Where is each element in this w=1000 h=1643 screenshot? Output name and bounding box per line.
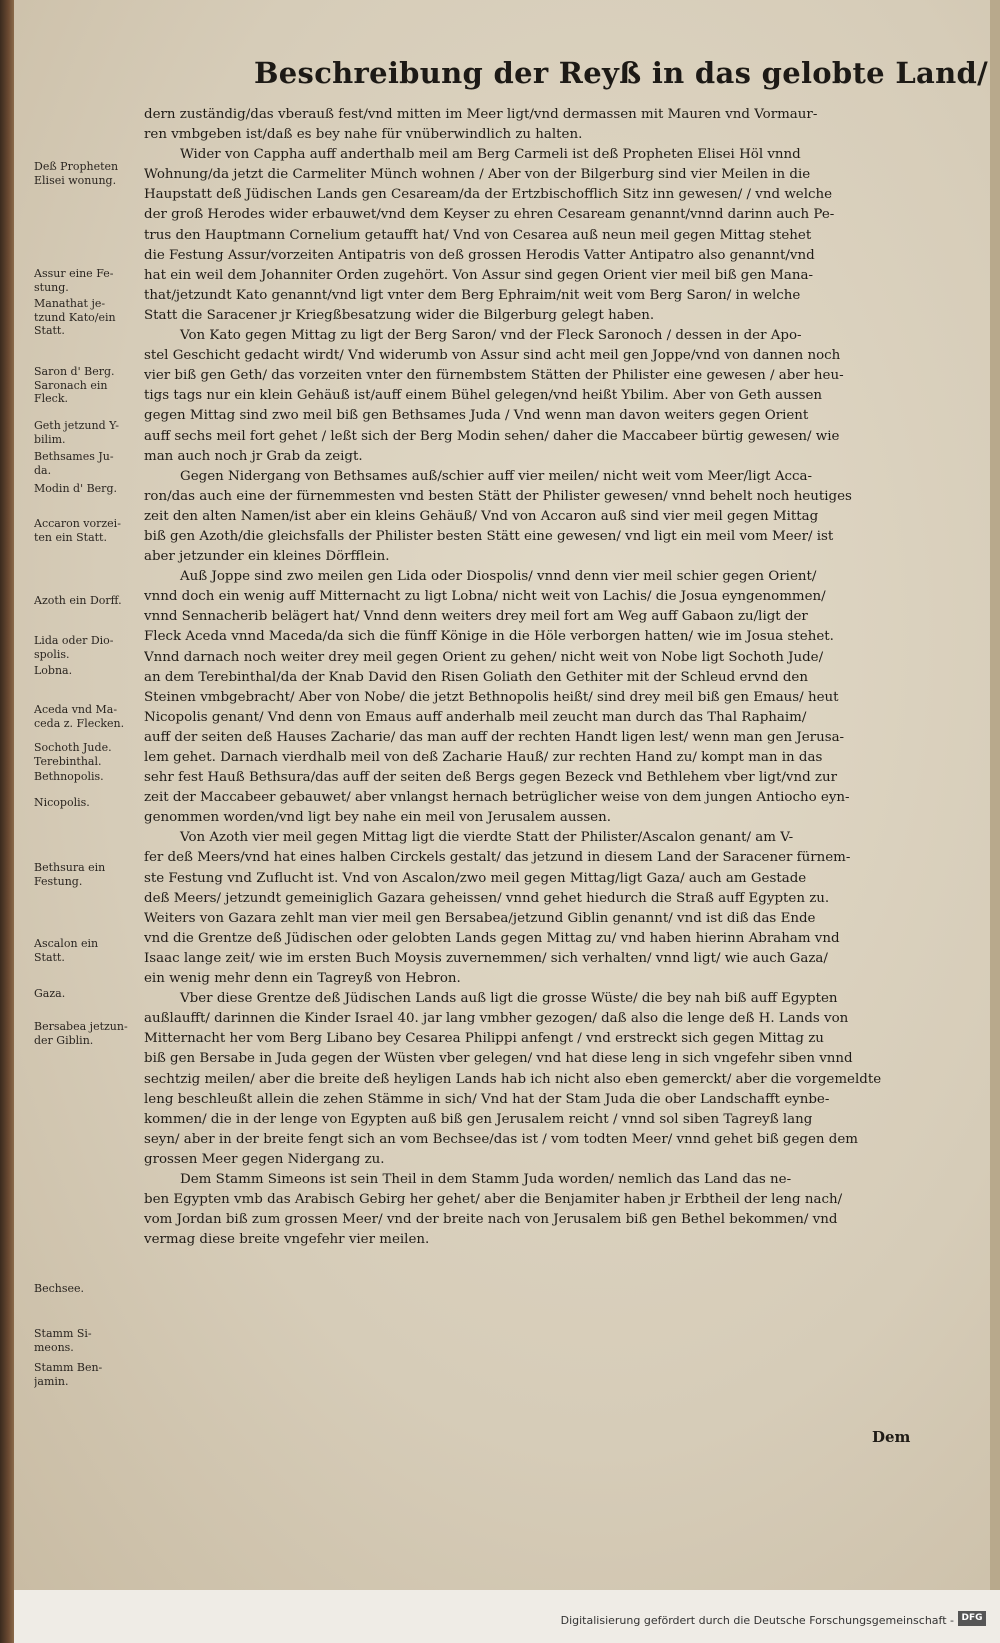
margin-note-line: Bethsames Ju- (34, 450, 114, 463)
paragraph (144, 828, 944, 989)
text-line: vnnd doch ein wenig auff Mitternacht zu ligt Lobna/ nicht weit von Lachis/ die Josua eyngenommen/ (144, 589, 826, 605)
text-line: aber jetzunder ein kleines Dörfflein. (144, 549, 390, 565)
paragraph (144, 467, 944, 567)
margin-note-line: Lobna. (34, 664, 73, 677)
text-line: genommen worden/vnd ligt bey nahe ein meil von Jerusalem aussen. (144, 810, 611, 826)
text-line: ein wenig mehr denn ein Tagreyß von Hebron. (144, 971, 461, 987)
margin-note (34, 1020, 139, 1047)
text-line: sechtzig meilen/ aber die breite deß heyligen Lands hab ich nicht also eben gemerckt/ aber die vorgemeldte (144, 1071, 882, 1087)
text-line: deß Meers/ jetzundt gemeiniglich Gazara geheissen/ vnnd gehet hiedurch die Straß auff Egypten zu. (144, 890, 830, 906)
margin-note (34, 297, 139, 338)
text-line: Mitternacht her vom Berg Libano bey Cesarea Philippi anfengt / vnd erstreckt sich gegen Mittag zu (144, 1031, 824, 1047)
margin-note-line: ten ein Statt. (34, 530, 107, 544)
text-line: lem gehet. Darnach vierdhalb meil von deß Zacharie Hauß/ zur rechten Hand zu/ kompt man in das (144, 750, 823, 765)
margin-note-line: Stamm Ben- (34, 1361, 103, 1374)
margin-note-line: Deß Propheten (34, 160, 119, 173)
margin-note-line: Modin d' Berg. (34, 482, 117, 495)
dfg-logo: DFG (958, 1611, 986, 1626)
margin-note-line: Azoth ein Dorff. (34, 594, 122, 607)
text-line: vom Jordan biß zum grossen Meer/ vnd der breite nach von Jerusalem biß gen Bethel bekommen/ vnd (144, 1212, 838, 1228)
margin-note (34, 861, 139, 888)
margin-note-line: Sochoth Jude. (34, 741, 112, 754)
margin-note (34, 703, 139, 730)
paragraph (144, 567, 944, 828)
margin-note (34, 419, 139, 446)
text-line: grossen Meer gegen Nidergang zu. (144, 1151, 385, 1167)
text-line: Dem Stamm Simeons ist sein Theil in dem Stamm Juda worden/ nemlich das Land das ne- (180, 1171, 792, 1187)
text-line: auff der seiten deß Hauses Zacharie/ das man auff der rechten Handt ligen lest/ wenn man gen Jerusa- (144, 729, 845, 745)
margin-note-line: Statt. (34, 324, 65, 337)
text-line: Nicopolis genant/ Vnd denn von Emaus auff anderhalb meil zeucht man durch das Thal Raphaim/ (144, 709, 807, 725)
text-line: ron/das auch eine der fürnemmesten vnd besten Stätt der Philister gewesen/ vnnd behelt noch heutiges (144, 488, 852, 504)
text-line: Von Azoth vier meil gegen Mittag ligt die vierdte Statt der Philister/Ascalon genant/ am V- (180, 830, 794, 846)
text-line: tigs tags nur ein klein Gehäuß ist/auff einem Bühel gelegen/vnd heißt Ybilim. Aber von Geth aussen (144, 388, 822, 404)
text-line: biß gen Bersabe in Juda gegen der Wüsten vber gelegen/ vnd hat diese leng in sich vngefehr siben vnnd (144, 1051, 853, 1067)
margin-note-line: stung. (34, 280, 69, 294)
text-line: vier biß gen Geth/ das vorzeiten vnter den fürnembstem Stätten der Philister eine gewesen / aber heu- (144, 368, 844, 384)
margin-note (34, 770, 139, 784)
margin-note-line: Lida oder Dio- (34, 634, 114, 647)
text-line: vnd die Grentze deß Jüdischen oder gelobten Lands gegen Mittag zu/ vnd haben hierinn Abraham vnd (144, 930, 840, 946)
margin-note (34, 796, 139, 810)
margin-note-line: Statt. (34, 950, 65, 964)
paragraph (144, 989, 944, 1170)
margin-note-line: Gaza. (34, 987, 66, 1000)
text-line: ren vmbgeben ist/daß es bey nahe für vnüberwindlich zu halten. (144, 127, 583, 143)
margin-note (34, 1327, 139, 1354)
margin-note (34, 160, 139, 187)
page-edge (990, 0, 1000, 1590)
text-line: Weiters von Gazara zehlt man vier meil gen Bersabea/jetzund Giblin genannt/ vnd ist diß das Ende (144, 910, 816, 926)
margin-note-line: Bechsee. (34, 1282, 84, 1295)
text-line: man auch noch jr Grab da zeigt. (144, 448, 363, 464)
text-line: sehr fest Hauß Bethsura/das auff der seiten deß Bergs gegen Bezeck vnd Bethlehem vber ligt/vnd zur (144, 770, 837, 786)
margin-note (34, 450, 139, 477)
paragraph (144, 145, 944, 326)
margin-note-line: Saron d' Berg. (34, 365, 115, 378)
text-line: kommen/ die in der lenge von Egypten auß biß gen Jerusalem reicht / vnnd sol siben Tagreyß lang (144, 1111, 813, 1127)
text-line: gegen Mittag sind zwo meil biß gen Bethsames Juda / Vnd wenn man davon weiters gegen Orient (144, 408, 809, 424)
paragraph (144, 326, 944, 467)
main-text (144, 105, 944, 1250)
text-line: Isaac lange zeit/ wie im ersten Buch Moysis zuvernemmen/ sich verhalten/ vnnd ligt/ wie auch Gaza/ (144, 950, 828, 966)
margin-note-line: der Giblin. (34, 1033, 94, 1047)
text-line: zeit der Maccabeer gebauwet/ aber vnlangst hernach betrüglicher weise von dem jungen Antiocho eyn- (144, 790, 850, 806)
text-line: Gegen Nidergang von Bethsames auß/schier auff vier meilen/ nicht weit vom Meer/ligt Acca- (180, 468, 813, 484)
margin-note-line: jamin. (34, 1374, 69, 1388)
text-line: Von Kato gegen Mittag zu ligt der Berg Saron/ vnd der Fleck Saronoch / dessen in der Apo- (180, 328, 802, 344)
margin-note-line: Manathat je- (34, 297, 106, 310)
text-line: vermag diese breite vngefehr vier meilen. (144, 1232, 430, 1248)
margin-note-line: da. (34, 463, 52, 477)
paragraph (144, 1170, 944, 1250)
paragraph (144, 105, 944, 145)
text-line: Auß Joppe sind zwo meilen gen Lida oder Diospolis/ vnnd denn vier meil schier gegen Orient/ (180, 569, 817, 585)
text-line: Steinen vmbgebracht/ Aber von Nobe/ die jetzt Bethnopolis heißt/ sind drey meil biß gen Emaus/ heut (144, 689, 839, 705)
margin-note-line: Geth jetzund Y- (34, 419, 119, 432)
margin-note-line: Ascalon ein (34, 937, 99, 950)
margin-note-line: tzund Kato/ein (34, 310, 116, 324)
text-line: Statt die Saracener jr Kriegßbesatzung wider die Bilgerburg gelegt haben. (144, 307, 655, 323)
margin-note-line: ceda z. Flecken. (34, 716, 125, 730)
page-title: Beschreibung der Reyß in das gelobte Land/ (254, 56, 988, 90)
text-line: leng beschleußt allein die zehen Stämme in sich/ Vnd hat der Stam Juda die ober Landschafft eynbe- (144, 1091, 830, 1107)
text-line: ste Festung vnd Zuflucht ist. Vnd von Ascalon/zwo meil gegen Mittag/ligt Gaza/ auch am Gestade (144, 870, 807, 886)
margin-note (34, 594, 139, 608)
text-line: Wohnung/da jetzt die Carmeliter Münch wohnen / Aber von der Bilgerburg sind vier Meilen in die (144, 167, 811, 183)
margin-note (34, 755, 139, 769)
margin-note-line: Aceda vnd Ma- (34, 703, 118, 716)
margin-note-line: Bethnopolis. (34, 770, 104, 783)
text-line: an dem Terebinthal/da der Knab David den Risen Goliath den Gethiter mit der Schleud ervnd den (144, 669, 808, 685)
margin-note (34, 365, 139, 406)
margin-note-line: Accaron vorzei- (34, 517, 121, 530)
text-line: außlaufft/ darinnen die Kinder Israel 40. jar lang vmbher gezogen/ daß also die lenge deß H. Lands von (144, 1011, 849, 1027)
text-line: Wider von Cappha auff anderthalb meil am Berg Carmeli ist deß Propheten Elisei Höl vnnd (180, 147, 801, 163)
margin-note (34, 937, 139, 964)
margin-note-line: Elisei wonung. (34, 173, 117, 187)
text-line: der groß Herodes wider erbauwet/vnd dem Keyser zu ehren Cesaream genannt/vnnd darinn auch Pe- (144, 207, 835, 223)
margin-note-line: Saronach ein (34, 378, 108, 392)
text-line: Haupstatt deß Jüdischen Lands gen Cesaream/da der Ertzbischofflich Sitz inn gewesen/ / vnd welche (144, 187, 833, 203)
margin-note-line: Fleck. (34, 392, 68, 405)
text-line: Vber diese Grentze deß Jüdischen Lands auß ligt die grosse Wüste/ die bey nah biß auff Egypten (180, 991, 838, 1007)
book-spine (0, 0, 14, 1643)
margin-note (34, 634, 139, 661)
margin-note (34, 1361, 139, 1388)
margin-note (34, 517, 139, 544)
text-line: stel Geschicht gedacht wirdt/ Vnd widerumb von Assur sind acht meil gen Joppe/vnd von dannen noch (144, 348, 841, 364)
margin-note (34, 482, 139, 496)
margin-note-line: Assur eine Fe- (34, 267, 114, 280)
margin-note-line: Bersabea jetzun- (34, 1020, 128, 1033)
margin-note (34, 1282, 139, 1296)
footer-credit: Digitalisierung gefördert durch die Deutsche Forschungsgemeinschaft - (560, 1614, 954, 1627)
margin-note-line: Terebinthal. (34, 755, 102, 768)
margin-note-line: Nicopolis. (34, 796, 90, 809)
text-line: biß gen Azoth/die gleichsfalls der Philister besten Stätt eine gewesen/ vnd ligt ein meil vom Meer/ ist (144, 528, 834, 544)
text-line: fer deß Meers/vnd hat eines halben Circkels gestalt/ das jetzund in diesem Land der Saracener fürnem- (144, 850, 851, 866)
margin-note-line: Stamm Si- (34, 1327, 92, 1340)
text-line: ben Egypten vmb das Arabisch Gebirg her gehet/ aber die Benjamiter haben jr Erbtheil der leng nach/ (144, 1192, 843, 1208)
text-line: Vnnd darnach noch weiter drey meil gegen Orient zu gehen/ nicht weit von Nobe ligt Sochoth Jude/ (144, 649, 824, 665)
text-line: dern zuständig/das vberauß fest/vnd mitten im Meer ligt/vnd dermassen mit Mauren vnd Vormaur- (144, 107, 818, 122)
margin-note-line: Festung. (34, 874, 83, 888)
margin-note (34, 267, 139, 294)
margin-note (34, 741, 139, 755)
margin-note-line: meons. (34, 1340, 74, 1354)
text-line: Fleck Aceda vnnd Maceda/da sich die fünff Könige in die Höle verborgen hatten/ wie im Josua stehet. (144, 629, 834, 645)
text-line: die Festung Assur/vorzeiten Antipatris von deß grossen Herodis Vatter Antipatro also genannt/vnd (144, 247, 815, 263)
text-line: hat ein weil dem Johanniter Orden zugehört. Von Assur sind gegen Orient vier meil biß gen Mana- (144, 267, 813, 283)
text-line: that/jetzundt Kato genannt/vnd ligt vnter dem Berg Ephraim/nit weit vom Berg Saron/ in welche (144, 287, 801, 303)
margin-note (34, 664, 139, 678)
margin-note-line: spolis. (34, 647, 70, 661)
text-line: zeit den alten Namen/ist aber ein kleins Gehäuß/ Vnd von Accaron auß sind vier meil gegen Mittag (144, 508, 819, 524)
text-line: auff sechs meil fort gehet / leßt sich der Berg Modin sehen/ daher die Maccabeer bürtig gewesen/ wie (144, 428, 840, 444)
text-line: seyn/ aber in der breite fengt sich an vom Bechsee/das ist / vom todten Meer/ vnnd gehet biß gegen dem (144, 1131, 858, 1147)
margin-note-line: bilim. (34, 432, 66, 446)
text-line: trus den Hauptmann Cornelium getaufft hat/ Vnd von Cesarea auß neun meil gegen Mittag stehet (144, 227, 812, 243)
margin-note-line: Bethsura ein (34, 861, 106, 874)
catchword: Dem (872, 1428, 911, 1446)
text-line: vnnd Sennacherib belägert hat/ Vnnd denn weiters drey meil fort am Weg auff Gabaon zu/ligt der (144, 609, 808, 625)
margin-note (34, 987, 139, 1001)
